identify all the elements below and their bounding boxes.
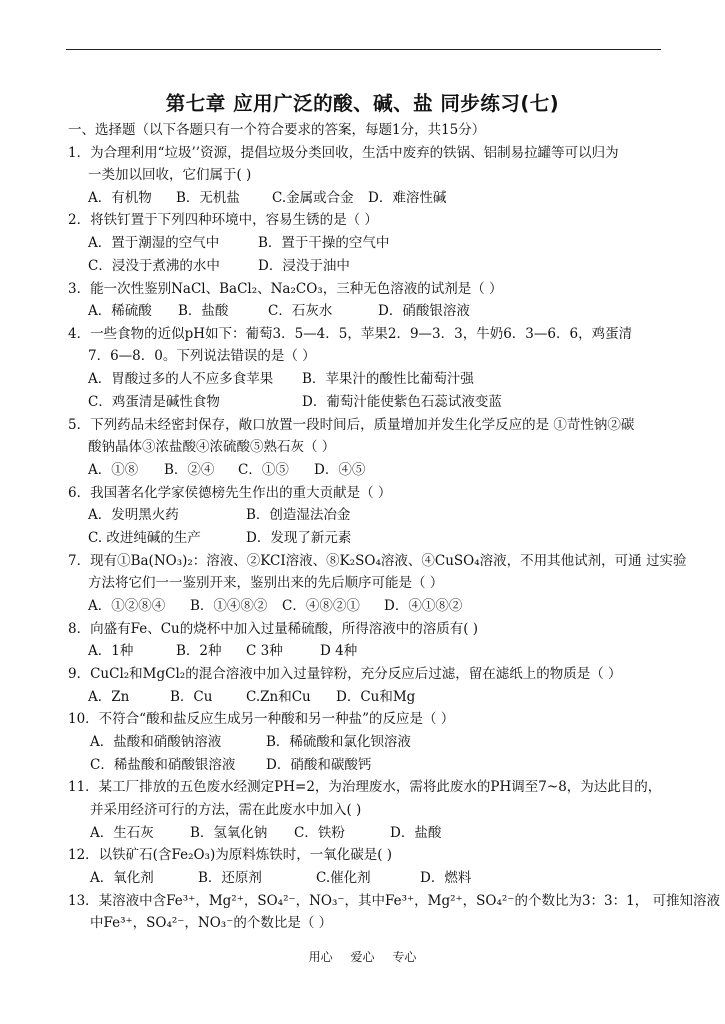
question-text: 2．将铁钉置于下列四种环境中，容易生锈的是（ ） [68,212,378,228]
option-a: A．1种 [88,643,134,659]
option-a: A．胃酸过多的人不应多食苹果 [88,371,274,387]
option-c: C. 改进纯碱的生产 [88,530,201,546]
option-c: C．④⑧②① [282,598,360,614]
option-b: B．②④ [164,462,215,478]
question-text: 3．能一次性鉴别NaCl、BaCl₂、Na₂CO₃，三种无色溶液的试剂是（ ） [68,281,503,297]
question-text: 一类加以回收，它们属于( ) [88,167,252,183]
option-d: D．硝酸和碳酸钙 [266,757,372,773]
option-c: C．①⑤ [238,462,289,478]
option-b: B．无机盐 [176,190,240,206]
option-a: A．生石灰 [90,825,154,841]
option-d: D．难溶性碱 [368,190,447,206]
question-text: 13．某溶液中含Fe³⁺，Mg²⁺，SO₄²⁻，NO₃⁻，其中Fe³⁺，Mg²⁺，SO₄²⁻的个数比为3：3：1， 可推知溶液 [68,893,721,909]
question-text: 5．下列药品未经密封保存，敞口放置一段时间后，质量增加并发生化学反应的是 ①苛性钠②碳 [68,417,635,433]
option-b: B．2种 [176,643,222,659]
option-c: C.Zn和Cu [246,689,311,705]
question-text: 7．6—8．0。下列说法错误的是（ ） [88,348,316,364]
question-text: 中Fe³⁺，SO₄²⁻，NO₃⁻的个数比是（ ） [90,915,333,931]
option-d: D．Cu和Mg [336,689,416,705]
question-text: 8．向盛有Fe、Cu的烧杯中加入过量稀硫酸，所得溶液中的溶质有( ) [68,621,479,637]
footer-word: 爱心 [350,950,375,964]
question-text: 10．不符合“酸和盐反应生成另一种酸和另一种盐”的反应是（ ） [68,711,455,727]
option-d: D．葡萄汁能使紫色石蕊试液变蓝 [302,394,502,410]
option-a: A．稀硫酸 [88,303,152,319]
option-a: A．发明黑火药 [88,507,179,523]
question-text: 酸钠晶体③浓盐酸④浓硫酸⑤熟石灰（ ） [88,439,336,455]
option-b: B．还原剂 [198,870,262,886]
option-c: C．浸没于煮沸的水中 [88,258,220,274]
option-b: B．盐酸 [178,303,229,319]
question-text: 1．为合理利用“垃圾’’资源，提倡垃圾分类回收，生活中废弃的铁锅、铝制易拉罐等可以归为 [68,145,619,161]
option-a: A．①⑧ [88,462,139,478]
footer-word: 专心 [392,950,417,964]
question-text: 6．我国著名化学家侯德榜先生作出的重大贡献是（ ） [68,485,392,501]
question-text: 4．一些食物的近似pH如下：葡萄3．5—4．5，苹果2．9—3．3，牛奶6．3—6．6，鸡蛋清 [68,326,633,342]
option-d: D．硝酸银溶液 [378,303,470,319]
option-d: D 4种 [320,643,358,659]
section-heading: 一、选择题（以下各题只有一个符合要求的答案，每题1分，共15分） [68,122,486,138]
option-a: A．盐酸和硝酸钠溶液 [90,734,222,750]
option-a: A．Zn [88,689,130,705]
option-a: A．置于潮湿的空气中 [88,235,220,251]
question-text: 9．CuCl₂和MgCl₂的混合溶液中加入过量锌粉，充分反应后过滤，留在滤纸上的物质是（ ） [68,666,622,682]
page-title: 第七章 应用广泛的酸、碱、盐 同步练习(七) [165,92,560,115]
option-b: B．氢氧化钠 [190,825,268,841]
option-d: D．④①⑧② [384,598,463,614]
option-a: A．①②⑧④ [88,598,166,614]
option-d: D．浸没于油中 [258,258,350,274]
question-text: 12．以铁矿石(含Fe₂O₃)为原料炼铁时，一氧化碳是( ) [68,847,393,863]
option-b: B．稀硫酸和氯化钡溶液 [266,734,411,750]
option-c: C．石灰水 [268,303,333,319]
option-c: C．铁粉 [294,825,345,841]
question-text: 方法将它们一一鉴别开来，鉴别出来的先后顺序可能是（ ） [88,575,444,591]
option-d: D．发现了新元素 [246,530,352,546]
option-a: A．有机物 [88,190,152,206]
option-b: B．Cu [170,689,213,705]
option-d: D．燃料 [420,870,472,886]
question-text: 11．某工厂排放的五色废水经测定PH=2，为治理废水，需将此废水的PH调至7~8，为达此目的， [68,779,662,795]
option-a: A．氧化剂 [90,870,154,886]
option-b: B．创造湿法冶金 [246,507,351,523]
page-footer [0,948,725,966]
header-rule [66,49,661,50]
option-c: C.金属或合金 [272,190,354,206]
question-text: 7．现有①Ba(NO₃)₂：溶液、②KCI溶液、⑧K₂SO₄溶液、④CuSO₄溶液，不用其他试剂，可通 过实验 [68,553,687,569]
option-d: D．盐酸 [390,825,442,841]
option-d: D．④⑤ [314,462,366,478]
option-b: B．①④⑧② [190,598,268,614]
option-c: C 3种 [246,643,283,659]
option-c: C．稀盐酸和硝酸银溶液 [90,757,236,773]
question-text: 并采用经济可行的方法，需在此废水中加入( ) [90,802,362,818]
footer-word: 用心 [308,950,333,964]
option-c: C.催化剂 [316,870,371,886]
option-b: B．苹果汁的酸性比葡萄汁强 [302,371,474,387]
option-c: C．鸡蛋清是碱性食物 [88,394,220,410]
option-b: B．置于干操的空气中 [258,235,390,251]
